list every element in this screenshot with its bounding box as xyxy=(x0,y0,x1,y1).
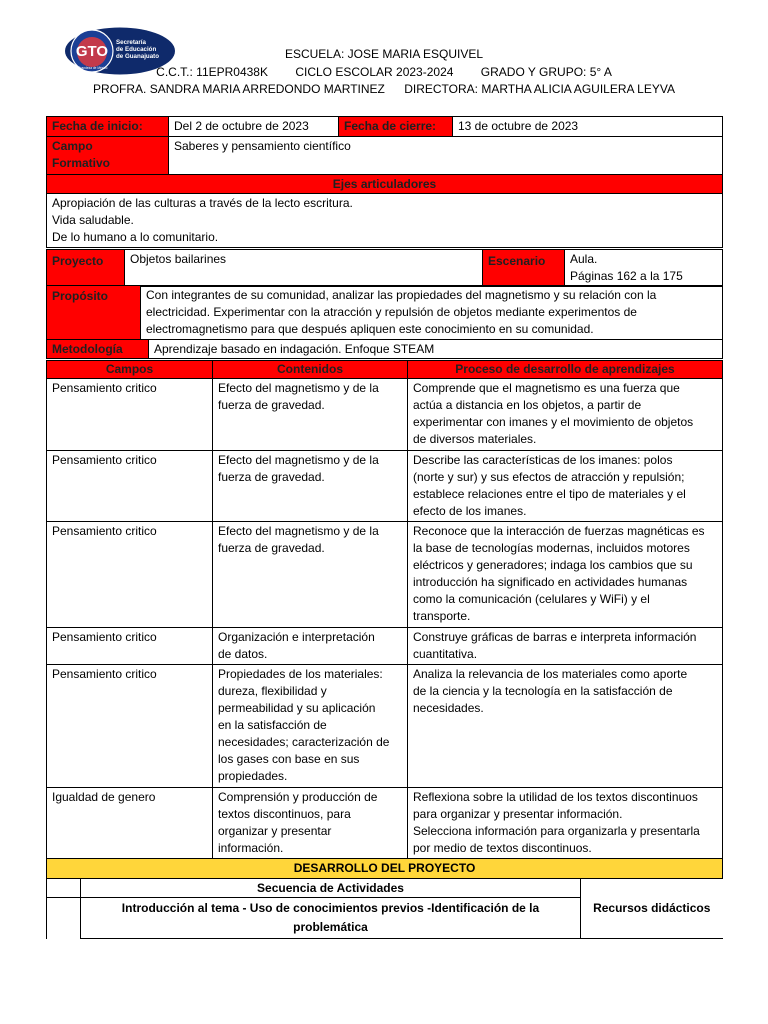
cierre-value: 13 de octubre de 2023 xyxy=(453,117,723,137)
campo-formativo-label: Campo Formativo xyxy=(47,137,169,175)
escenario-label: Escenario xyxy=(483,250,565,287)
proceso-cell: Analiza la relevancia de los materiales como aporte de la ciencia y la tecnología en la satisfacción de necesidades. xyxy=(408,665,723,788)
table-row xyxy=(47,451,723,522)
table-row xyxy=(47,379,723,451)
introduccion-tema: Introducción al tema - Uso de conocimientos previos -Identificación de la problemática xyxy=(81,898,581,939)
inicio-label: Fecha de inicio: xyxy=(47,117,169,137)
ejes-list xyxy=(47,194,723,248)
header-line-2 xyxy=(0,64,768,80)
contenido-cell: Efecto del magnetismo y de la fuerza de gravedad. xyxy=(213,451,408,522)
proyecto-value: Objetos bailarines xyxy=(125,250,483,287)
proceso-cell: Comprende que el magnetismo es una fuerza que actúa a distancia en los objetos, a partir de experimentar con imanes y el movimiento de objetos de diversos materiales. xyxy=(408,379,723,451)
header-school xyxy=(0,46,768,62)
secuencia-table xyxy=(46,878,723,939)
proceso-cell: Reconoce que la interacción de fuerzas magnéticas es la base de tecnologías modernas, incluidos motores eléctricos y generadores; indaga los cambios que su introducción ha significado en actividades humanas como la comunicación (celulares y WiFi) y el transporte. xyxy=(408,522,723,628)
proceso-cell: Describe las características de los imanes: polos (norte y sur) y sus efectos de atracción y repulsión; establece relaciones entre el tipo de materiales y el efecto de los imanes. xyxy=(408,451,723,522)
header-line-3 xyxy=(0,81,768,97)
metodologia-label: Metodología xyxy=(47,340,149,359)
logo-tagline: Grandeza de México xyxy=(78,66,108,70)
header-campos: Campos xyxy=(47,361,213,379)
campo-cell: Igualdad de genero xyxy=(47,788,213,859)
school-name: ESCUELA: JOSE MARIA ESQUIVEL xyxy=(284,47,484,61)
empty-cell xyxy=(47,879,81,898)
table-row xyxy=(47,522,723,628)
campo-formativo-value: Saberes y pensamiento científico xyxy=(169,137,723,175)
proposito-label: Propósito xyxy=(47,286,141,340)
table-row xyxy=(47,788,723,859)
header-proceso: Proceso de desarrollo de aprendizajes xyxy=(408,361,723,379)
campo-cell: Pensamiento critico xyxy=(47,665,213,788)
contenido-cell: Efecto del magnetismo y de la fuerza de gravedad. xyxy=(213,379,408,451)
info-table xyxy=(46,116,723,248)
eje-item: De lo humano a lo comunitario. xyxy=(52,230,219,244)
proyecto-label: Proyecto xyxy=(47,250,125,287)
contenido-cell: Efecto del magnetismo y de la fuerza de gravedad. xyxy=(213,522,408,628)
campo-cell: Pensamiento critico xyxy=(47,379,213,451)
proposito-table xyxy=(46,285,723,340)
desarrollo-title: DESARROLLO DEL PROYECTO xyxy=(47,859,723,879)
table-row xyxy=(47,665,723,788)
secuencia-title: Secuencia de Actividades xyxy=(81,879,581,898)
campo-cell: Pensamiento critico xyxy=(47,522,213,628)
metodologia-table xyxy=(46,339,723,359)
proceso-cell: Construye gráficas de barras e interpreta información cuantitativa. xyxy=(408,628,723,665)
ciclo-escolar: CICLO ESCOLAR 2023-2024 xyxy=(295,65,454,79)
recursos-didacticos: Recursos didácticos xyxy=(581,879,723,939)
logo-line-2: de Educación xyxy=(116,46,157,53)
metodologia-value: Aprendizaje basado en indagación. Enfoque STEAM xyxy=(149,340,723,359)
grado-grupo: GRADO Y GRUPO: 5° A xyxy=(480,65,612,79)
proceso-cell: Reflexiona sobre la utilidad de los textos discontinuos para organizar y presentar información. Selecciona información para organizarla y presentarla por medio de textos discontinuos. xyxy=(408,788,723,859)
inicio-value: Del 2 de octubre de 2023 xyxy=(169,117,339,137)
empty-cell xyxy=(47,898,81,939)
eje-item: Vida saludable. xyxy=(52,213,134,227)
contenido-cell: Organización e interpretación de datos. xyxy=(213,628,408,665)
contenido-cell: Propiedades de los materiales: dureza, flexibilidad y permeabilidad y su aplicación en la satisfacción de necesidades; caracterización de los gases con base en sus propiedades. xyxy=(213,665,408,788)
logo-line-3: de Guanajuato xyxy=(116,53,159,60)
campo-cell: Pensamiento critico xyxy=(47,451,213,522)
cct: C.C.T.: 11EPR0438K xyxy=(156,65,268,79)
header-contenidos: Contenidos xyxy=(213,361,408,379)
eje-item: Apropiación de las culturas a través de la lecto escritura. xyxy=(52,196,353,210)
profesora: PROFRA. SANDRA MARIA ARREDONDO MARTINEZ xyxy=(93,82,385,96)
logo-brand: GTO xyxy=(75,43,109,60)
cierre-label: Fecha de cierre: xyxy=(339,117,453,137)
ejes-label: Ejes articuladores xyxy=(47,175,723,194)
campo-cell: Pensamiento critico xyxy=(47,628,213,665)
table-row xyxy=(47,628,723,665)
aprendizajes-table xyxy=(46,360,723,879)
escenario-value: Aula. Páginas 162 a la 175 xyxy=(565,250,723,287)
proposito-value: Con integrantes de su comunidad, analizar las propiedades del magnetismo y su relación con la electricidad. Experimentar con la atracción y repulsión de objetos mediante experimentos de electromagnetismo para que después apliquen este conocimiento en su comunidad. xyxy=(141,286,723,340)
proyecto-table xyxy=(46,249,723,287)
logo-line-1: Secretaría xyxy=(116,39,146,46)
contenido-cell: Comprensión y producción de textos discontinuos, para organizar y presentar información. xyxy=(213,788,408,859)
directora: DIRECTORA: MARTHA ALICIA AGUILERA LEYVA xyxy=(404,82,675,96)
